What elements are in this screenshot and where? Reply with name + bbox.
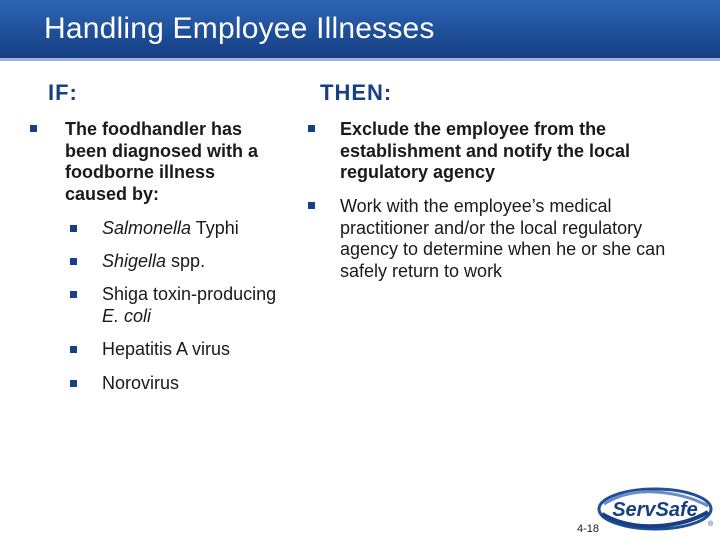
if-intro (65, 119, 258, 205)
bullet-icon (70, 380, 77, 387)
bullet-icon (308, 202, 315, 209)
logo-text: ServSafe (612, 499, 698, 521)
illness-genus: Shigella (102, 251, 167, 271)
illness-hepatitis: Hepatitis A virus (102, 339, 231, 359)
if-intro-line: foodborne illness (65, 162, 216, 182)
illness-genus: Salmonella (102, 218, 192, 238)
logo-mark: ® (708, 521, 714, 528)
bullet-icon (70, 291, 77, 298)
slide-title: Handling Employee Illnesses (44, 12, 435, 45)
illness-shigella (102, 251, 205, 273)
servsafe-logo (596, 486, 714, 537)
if-intro-line: caused by: (65, 183, 160, 204)
servsafe-logo-icon (596, 486, 714, 532)
then-line: safely return to work (340, 260, 503, 281)
then-line: Exclude the employee from the (340, 119, 607, 139)
bullet-icon (308, 125, 315, 132)
illness-species: spp. (166, 251, 206, 271)
illness-genus: E. coli (102, 305, 152, 326)
title-bar (0, 0, 720, 61)
then-heading: THEN: (320, 80, 393, 105)
illness-ecoli (102, 284, 276, 327)
if-intro-line: The foodhandler has (65, 119, 243, 139)
then-line: Work with the employee’s medical (340, 196, 612, 216)
bullet-icon (70, 346, 77, 353)
if-intro-line: been diagnosed with a (65, 140, 259, 161)
page-number: 4-18 (577, 523, 600, 535)
then-item-work-with (340, 196, 665, 282)
bullet-icon (30, 125, 37, 132)
illness-salmonella (102, 218, 239, 240)
then-item-exclude (340, 119, 630, 184)
then-line: agency to determine when he or she can (340, 239, 666, 259)
illness-line: Shiga toxin-producing (102, 284, 277, 304)
then-line: practitioner and/or the local regulatory (340, 217, 643, 238)
illness-species: Typhi (191, 218, 239, 238)
if-heading: IF: (48, 80, 78, 105)
then-line: regulatory agency (340, 162, 496, 182)
then-line: establishment and notify the local (340, 140, 631, 161)
bullet-icon (70, 225, 77, 232)
bullet-icon (70, 258, 77, 265)
illness-norovirus: Norovirus (102, 373, 180, 393)
